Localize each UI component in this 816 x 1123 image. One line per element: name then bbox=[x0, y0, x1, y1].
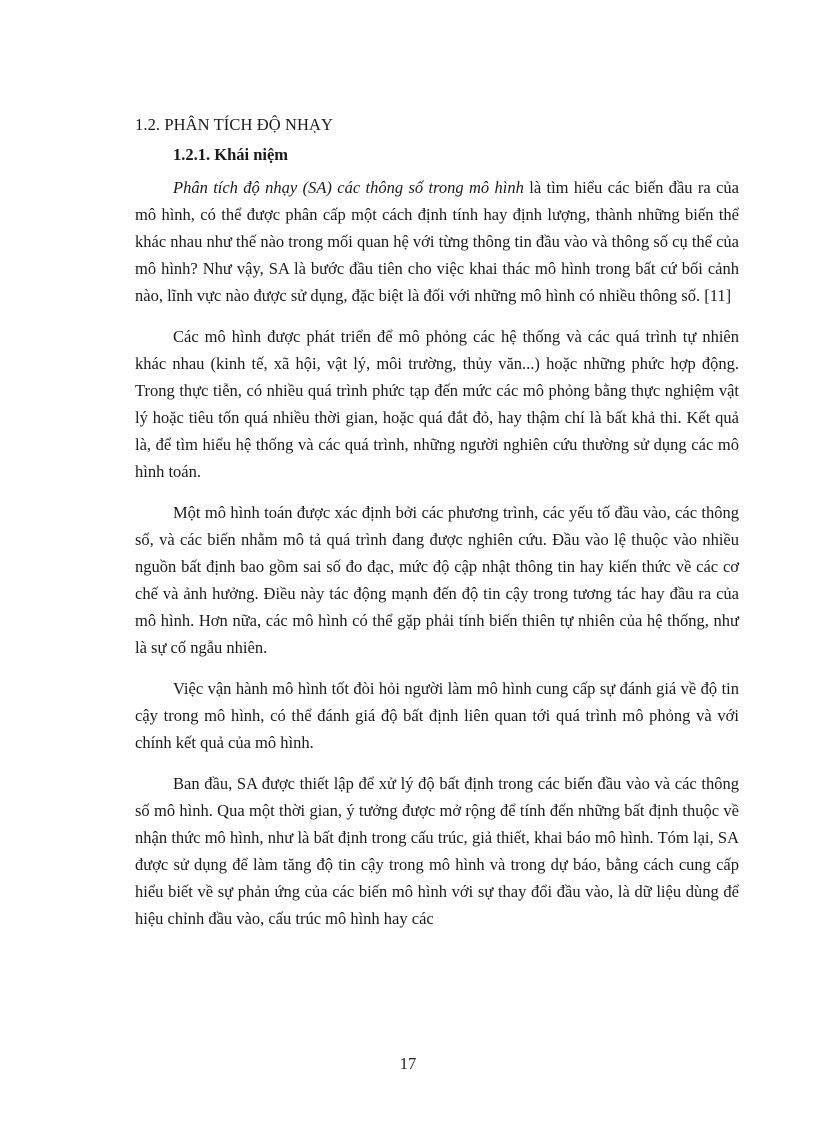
section-heading: 1.2. PHÂN TÍCH ĐỘ NHẠY bbox=[135, 115, 334, 134]
document-page bbox=[135, 112, 739, 932]
definition-term: Phân tích độ nhạy (SA) các thông số trong mô hình bbox=[173, 178, 524, 197]
paragraph-model-operation: Việc vận hành mô hình tốt đòi hỏi người làm mô hình cung cấp sự đánh giá về độ tin cậy trong mô hình, có thể đánh giá độ bất định liên quan tới quá trình mô phỏng và với chính kết quả của mô hình. bbox=[135, 679, 739, 752]
paragraph-models-purpose: Các mô hình được phát triển để mô phỏng các hệ thống và các quá trình tự nhiên khác nhau (kinh tế, xã hội, vật lý, môi trường, thủy văn...) hoặc những phức hợp động. Trong thực tiễn, có nhiều quá trình phức tạp đến mức các mô phỏng bằng thực nghiệm vật lý hoặc tiêu tốn quá nhiều thời gian, hoặc quá đắt đỏ, hay thậm chí là bất khả thi. Kết quả là, để tìm hiểu hệ thống và các quá trình, những người nghiên cứu thường sử dụng các mô hình toán. bbox=[135, 327, 739, 481]
page-number: 17 bbox=[399, 1054, 417, 1073]
paragraph-definition bbox=[135, 174, 739, 309]
definition-text: là tìm hiểu các biến đầu ra của mô hình, có thể được phân cấp một cách định tính hay định lượng, thành những biến thể khác nhau như thế nào trong mối quan hệ với từng thông tin đầu vào và thông số cụ thể của mô hình? Như vậy, SA là bước đầu tiên cho việc khai thác mô hình trong bất cứ bối cảnh nào, lĩnh vực nào được sử dụng, đặc biệt là đối với những mô hình có nhiều thông số. [11] bbox=[135, 178, 739, 305]
paragraph-math-model: Một mô hình toán được xác định bởi các phương trình, các yếu tố đầu vào, các thông số, và các biến nhằm mô tả quá trình đang được nghiên cứu. Đầu vào lệ thuộc vào nhiều nguồn bất định bao gồm sai số đo đạc, mức độ cập nhật thông tin hay kiến thức về các cơ chế và ảnh hưởng. Điều này tác động mạnh đến độ tin cậy trong tương tác hay đầu ra của mô hình. Hơn nữa, các mô hình có thể gặp phải tính biến thiên tự nhiên của hệ thống, như là sự cố ngẫu nhiên. bbox=[135, 503, 739, 657]
subsection-heading: 1.2.1. Khái niệm bbox=[173, 145, 289, 164]
paragraph-sa-origin: Ban đầu, SA được thiết lập để xử lý độ bất định trong các biến đầu vào và các thông số mô hình. Qua một thời gian, ý tưởng được mở rộng để tính đến những bất định thuộc về nhận thức mô hình, như là bất định trong cấu trúc, giả thiết, khai báo mô hình. Tóm lại, SA được sử dụng để làm tăng độ tin cậy trong mô hình và trong dự báo, bằng cách cung cấp hiểu biết về sự phản ứng của các biến mô hình với sự thay đổi đầu vào, là dữ liệu dùng để hiệu chỉnh đầu vào, cấu trúc mô hình hay các bbox=[135, 774, 739, 928]
